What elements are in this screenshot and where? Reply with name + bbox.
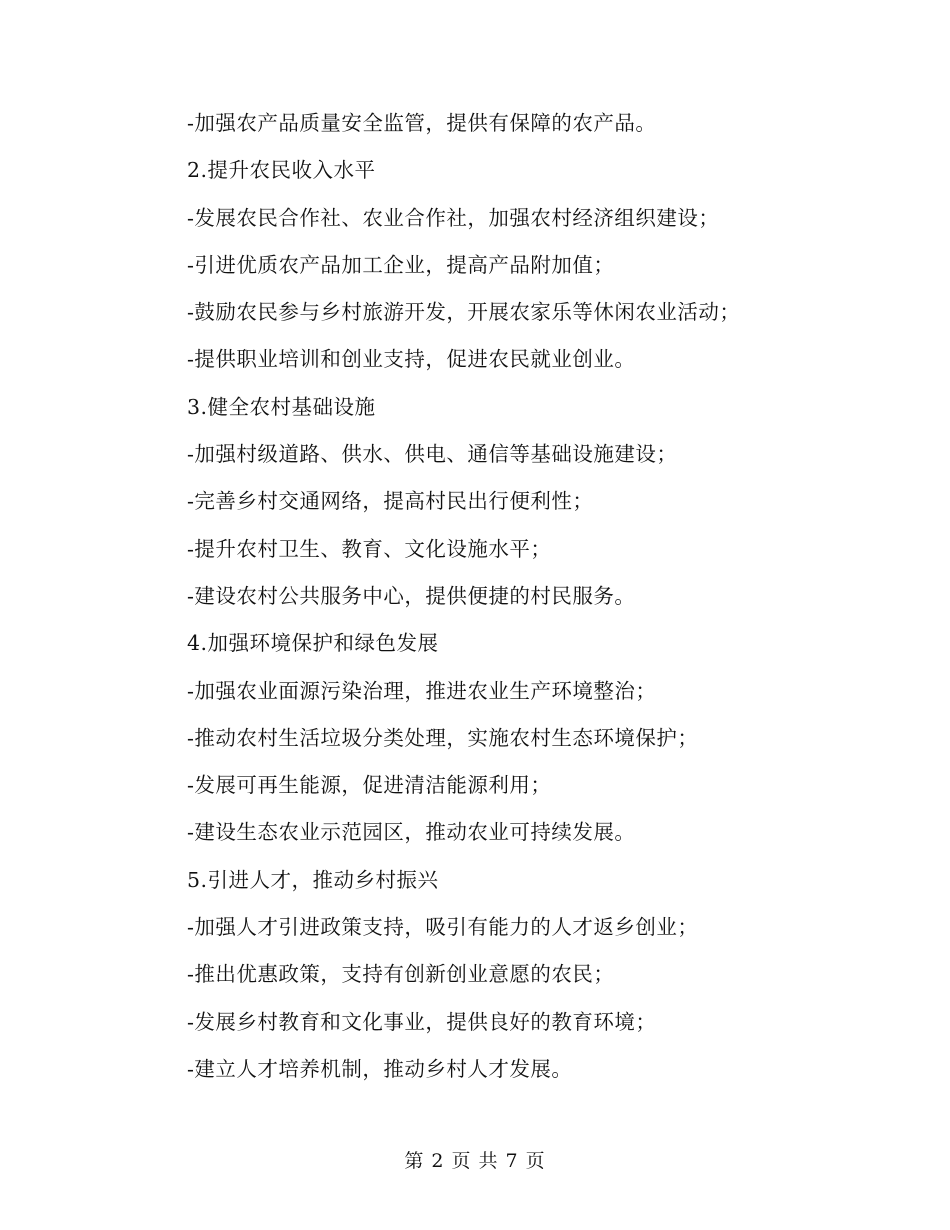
bullet-line: -加强农产品质量安全监管，提供有保障的农产品。 xyxy=(187,111,657,135)
section-heading: 5.引进人才，推动乡村振兴 xyxy=(187,867,439,892)
bullet-line: -鼓励农民参与乡村旅游开发，开展农家乐等休闲农业活动； xyxy=(187,300,741,325)
bullet-line: -加强农业面源污染治理，推进农业生产环境整治； xyxy=(187,678,657,703)
page-footer: 第 2 页 共 7 页 xyxy=(404,1150,546,1172)
bullet-line: -提供职业培训和创业支持，促进农民就业创业。 xyxy=(187,347,636,372)
bullet-line: -引进优质农产品加工企业，提高产品附加值； xyxy=(187,252,615,277)
section-heading: 4.加强环境保护和绿色发展 xyxy=(187,631,439,656)
document-body xyxy=(187,100,827,1093)
bullet-line: -加强村级道路、供水、供电、通信等基础设施建设； xyxy=(187,442,678,467)
bullet-line: -建设生态农业示范园区，推动农业可持续发展。 xyxy=(187,820,636,845)
bullet-line: -发展乡村教育和文化事业，提供良好的教育环境； xyxy=(187,1009,657,1034)
section-heading: 2.提升农民收入水平 xyxy=(187,158,376,183)
bullet-line: -发展可再生能源，促进清洁能源利用； xyxy=(187,773,552,798)
section-heading: 3.健全农村基础设施 xyxy=(187,394,376,419)
bullet-line: -提升农村卫生、教育、文化设施水平； xyxy=(187,536,552,561)
bullet-line: -发展农民合作社、农业合作社，加强农村经济组织建设； xyxy=(187,205,720,230)
bullet-line: -建立人才培养机制，推动乡村人才发展。 xyxy=(187,1056,573,1081)
bullet-line: -加强人才引进政策支持，吸引有能力的人才返乡创业； xyxy=(187,915,699,940)
bullet-line: -建设农村公共服务中心，提供便捷的村民服务。 xyxy=(187,583,636,608)
bullet-line: -推动农村生活垃圾分类处理，实施农村生态环境保护； xyxy=(187,725,699,750)
bullet-line: -完善乡村交通网络，提高村民出行便利性； xyxy=(187,489,594,514)
bullet-line: -推出优惠政策，支持有创新创业意愿的农民； xyxy=(187,962,615,987)
